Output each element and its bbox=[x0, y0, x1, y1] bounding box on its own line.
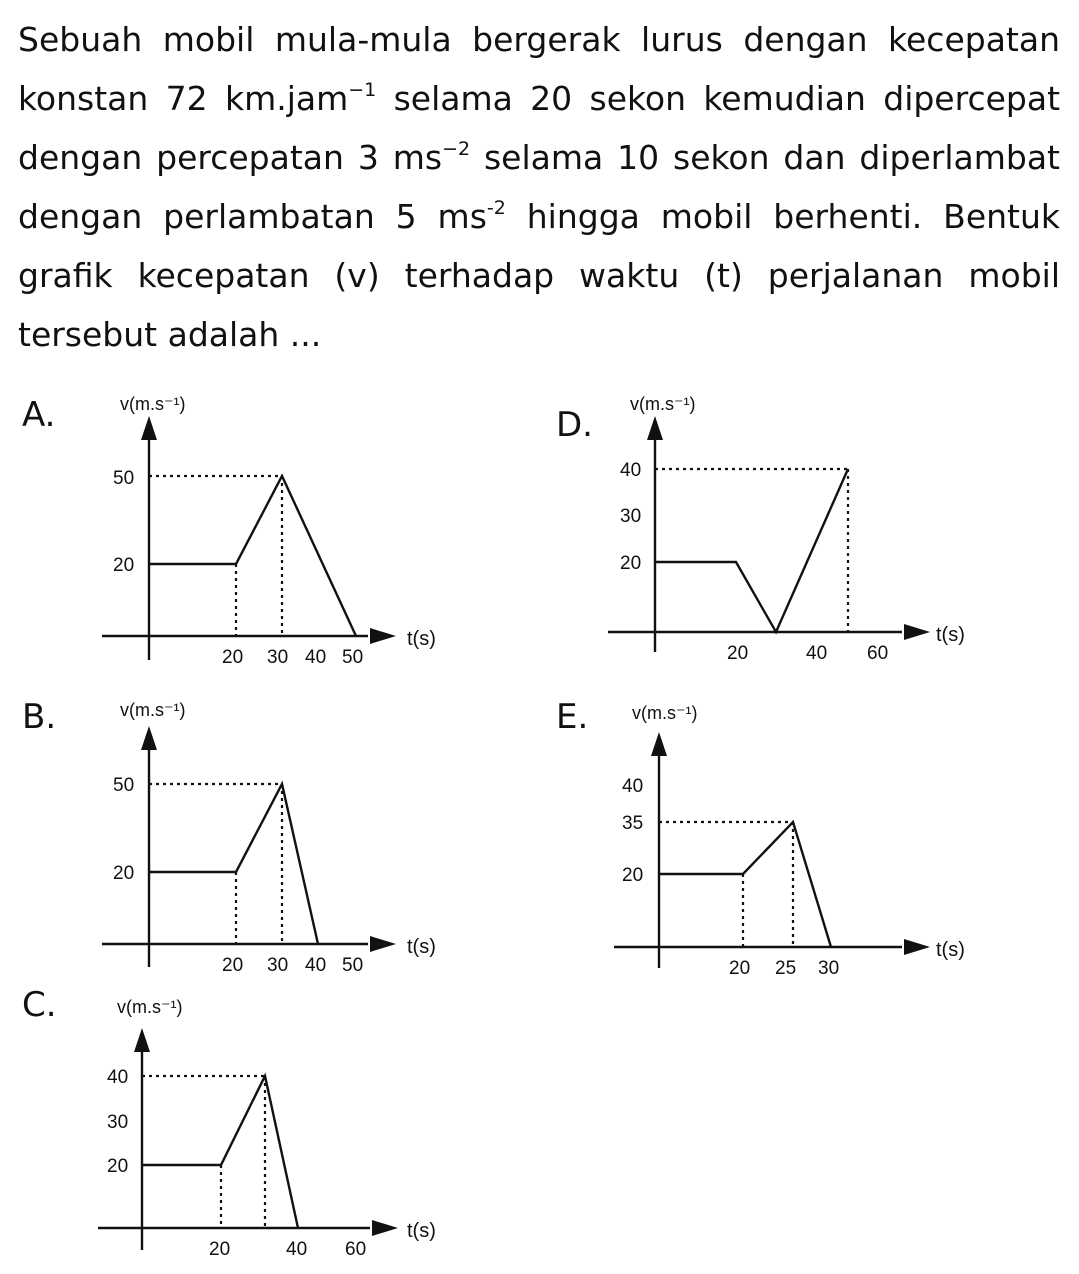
y-tick-label: 35 bbox=[622, 813, 644, 834]
y-axis-label: v(m.s⁻¹) bbox=[630, 394, 696, 414]
x-axis-label: t(s) bbox=[407, 1220, 436, 1242]
y-tick-label: 40 bbox=[620, 460, 642, 481]
x-axis-arrow bbox=[904, 939, 930, 955]
x-tick-label: 40 bbox=[305, 647, 327, 668]
y-tick-label: 30 bbox=[620, 506, 642, 527]
x-tick-label: 40 bbox=[286, 1239, 308, 1260]
x-axis-label: t(s) bbox=[407, 628, 436, 650]
option-a-label[interactable]: A. bbox=[22, 395, 56, 435]
y-tick-label: 20 bbox=[622, 865, 644, 886]
x-tick-label: 20 bbox=[727, 643, 749, 664]
x-tick-label: 30 bbox=[818, 958, 840, 979]
question-part-2: selama 20 sekon kemudian dipercepat dengan percepatan 3 ms bbox=[18, 79, 1061, 177]
y-tick-label: 20 bbox=[113, 863, 135, 884]
x-axis-label: t(s) bbox=[936, 624, 965, 646]
x-tick-label: 40 bbox=[305, 955, 327, 976]
x-tick-label: 30 bbox=[267, 955, 289, 976]
option-b-label[interactable]: B. bbox=[22, 697, 57, 737]
y-tick-label: 50 bbox=[113, 468, 135, 489]
x-tick-label: 40 bbox=[806, 643, 828, 664]
x-tick-label: 20 bbox=[209, 1239, 231, 1260]
question-part-1: Sebuah mobil mula-mula bergerak lurus dengan kecepatan konstan 72 km.jam bbox=[18, 20, 1060, 118]
y-axis-label: v(m.s⁻¹) bbox=[120, 700, 186, 720]
unit-exponent-3: -2 bbox=[486, 197, 506, 219]
y-axis-label: v(m.s⁻¹) bbox=[632, 703, 698, 723]
x-tick-label: 60 bbox=[867, 643, 889, 664]
x-tick-label: 50 bbox=[342, 955, 364, 976]
x-axis-label: t(s) bbox=[407, 936, 436, 958]
x-tick-label: 20 bbox=[222, 647, 244, 668]
x-tick-label: 50 bbox=[342, 647, 364, 668]
unit-exponent-1: −1 bbox=[348, 79, 377, 101]
option-d-label[interactable]: D. bbox=[556, 405, 593, 445]
y-tick-label: 40 bbox=[107, 1067, 129, 1088]
y-axis-label: v(m.s⁻¹) bbox=[120, 394, 186, 414]
option-c-label[interactable]: C. bbox=[22, 985, 57, 1025]
x-tick-label: 20 bbox=[729, 958, 751, 979]
unit-exponent-2: −2 bbox=[442, 138, 471, 160]
y-tick-label: 50 bbox=[113, 775, 135, 796]
x-tick-label: 60 bbox=[345, 1239, 367, 1260]
x-tick-label: 25 bbox=[775, 958, 797, 979]
y-axis-arrow bbox=[651, 732, 667, 756]
x-axis-label: t(s) bbox=[936, 939, 965, 961]
option-e-label[interactable]: E. bbox=[556, 697, 589, 737]
x-tick-label: 30 bbox=[267, 647, 289, 668]
y-axis-label: v(m.s⁻¹) bbox=[117, 997, 183, 1017]
y-tick-label: 20 bbox=[113, 555, 135, 576]
question-part-3: selama 10 sekon dan diperlambat dengan perlambatan 5 ms bbox=[18, 138, 1060, 236]
y-tick-label: 20 bbox=[107, 1156, 129, 1177]
question-part-4: hingga mobil berhenti. Bentuk grafik kecepatan (v) terhadap waktu (t) perjalanan mobil tersebut adalah ... bbox=[18, 197, 1061, 354]
y-tick-label: 40 bbox=[622, 776, 644, 797]
x-tick-label: 20 bbox=[222, 955, 244, 976]
y-tick-label: 20 bbox=[620, 553, 642, 574]
y-tick-label: 30 bbox=[107, 1112, 129, 1133]
velocity-curve bbox=[659, 822, 831, 947]
